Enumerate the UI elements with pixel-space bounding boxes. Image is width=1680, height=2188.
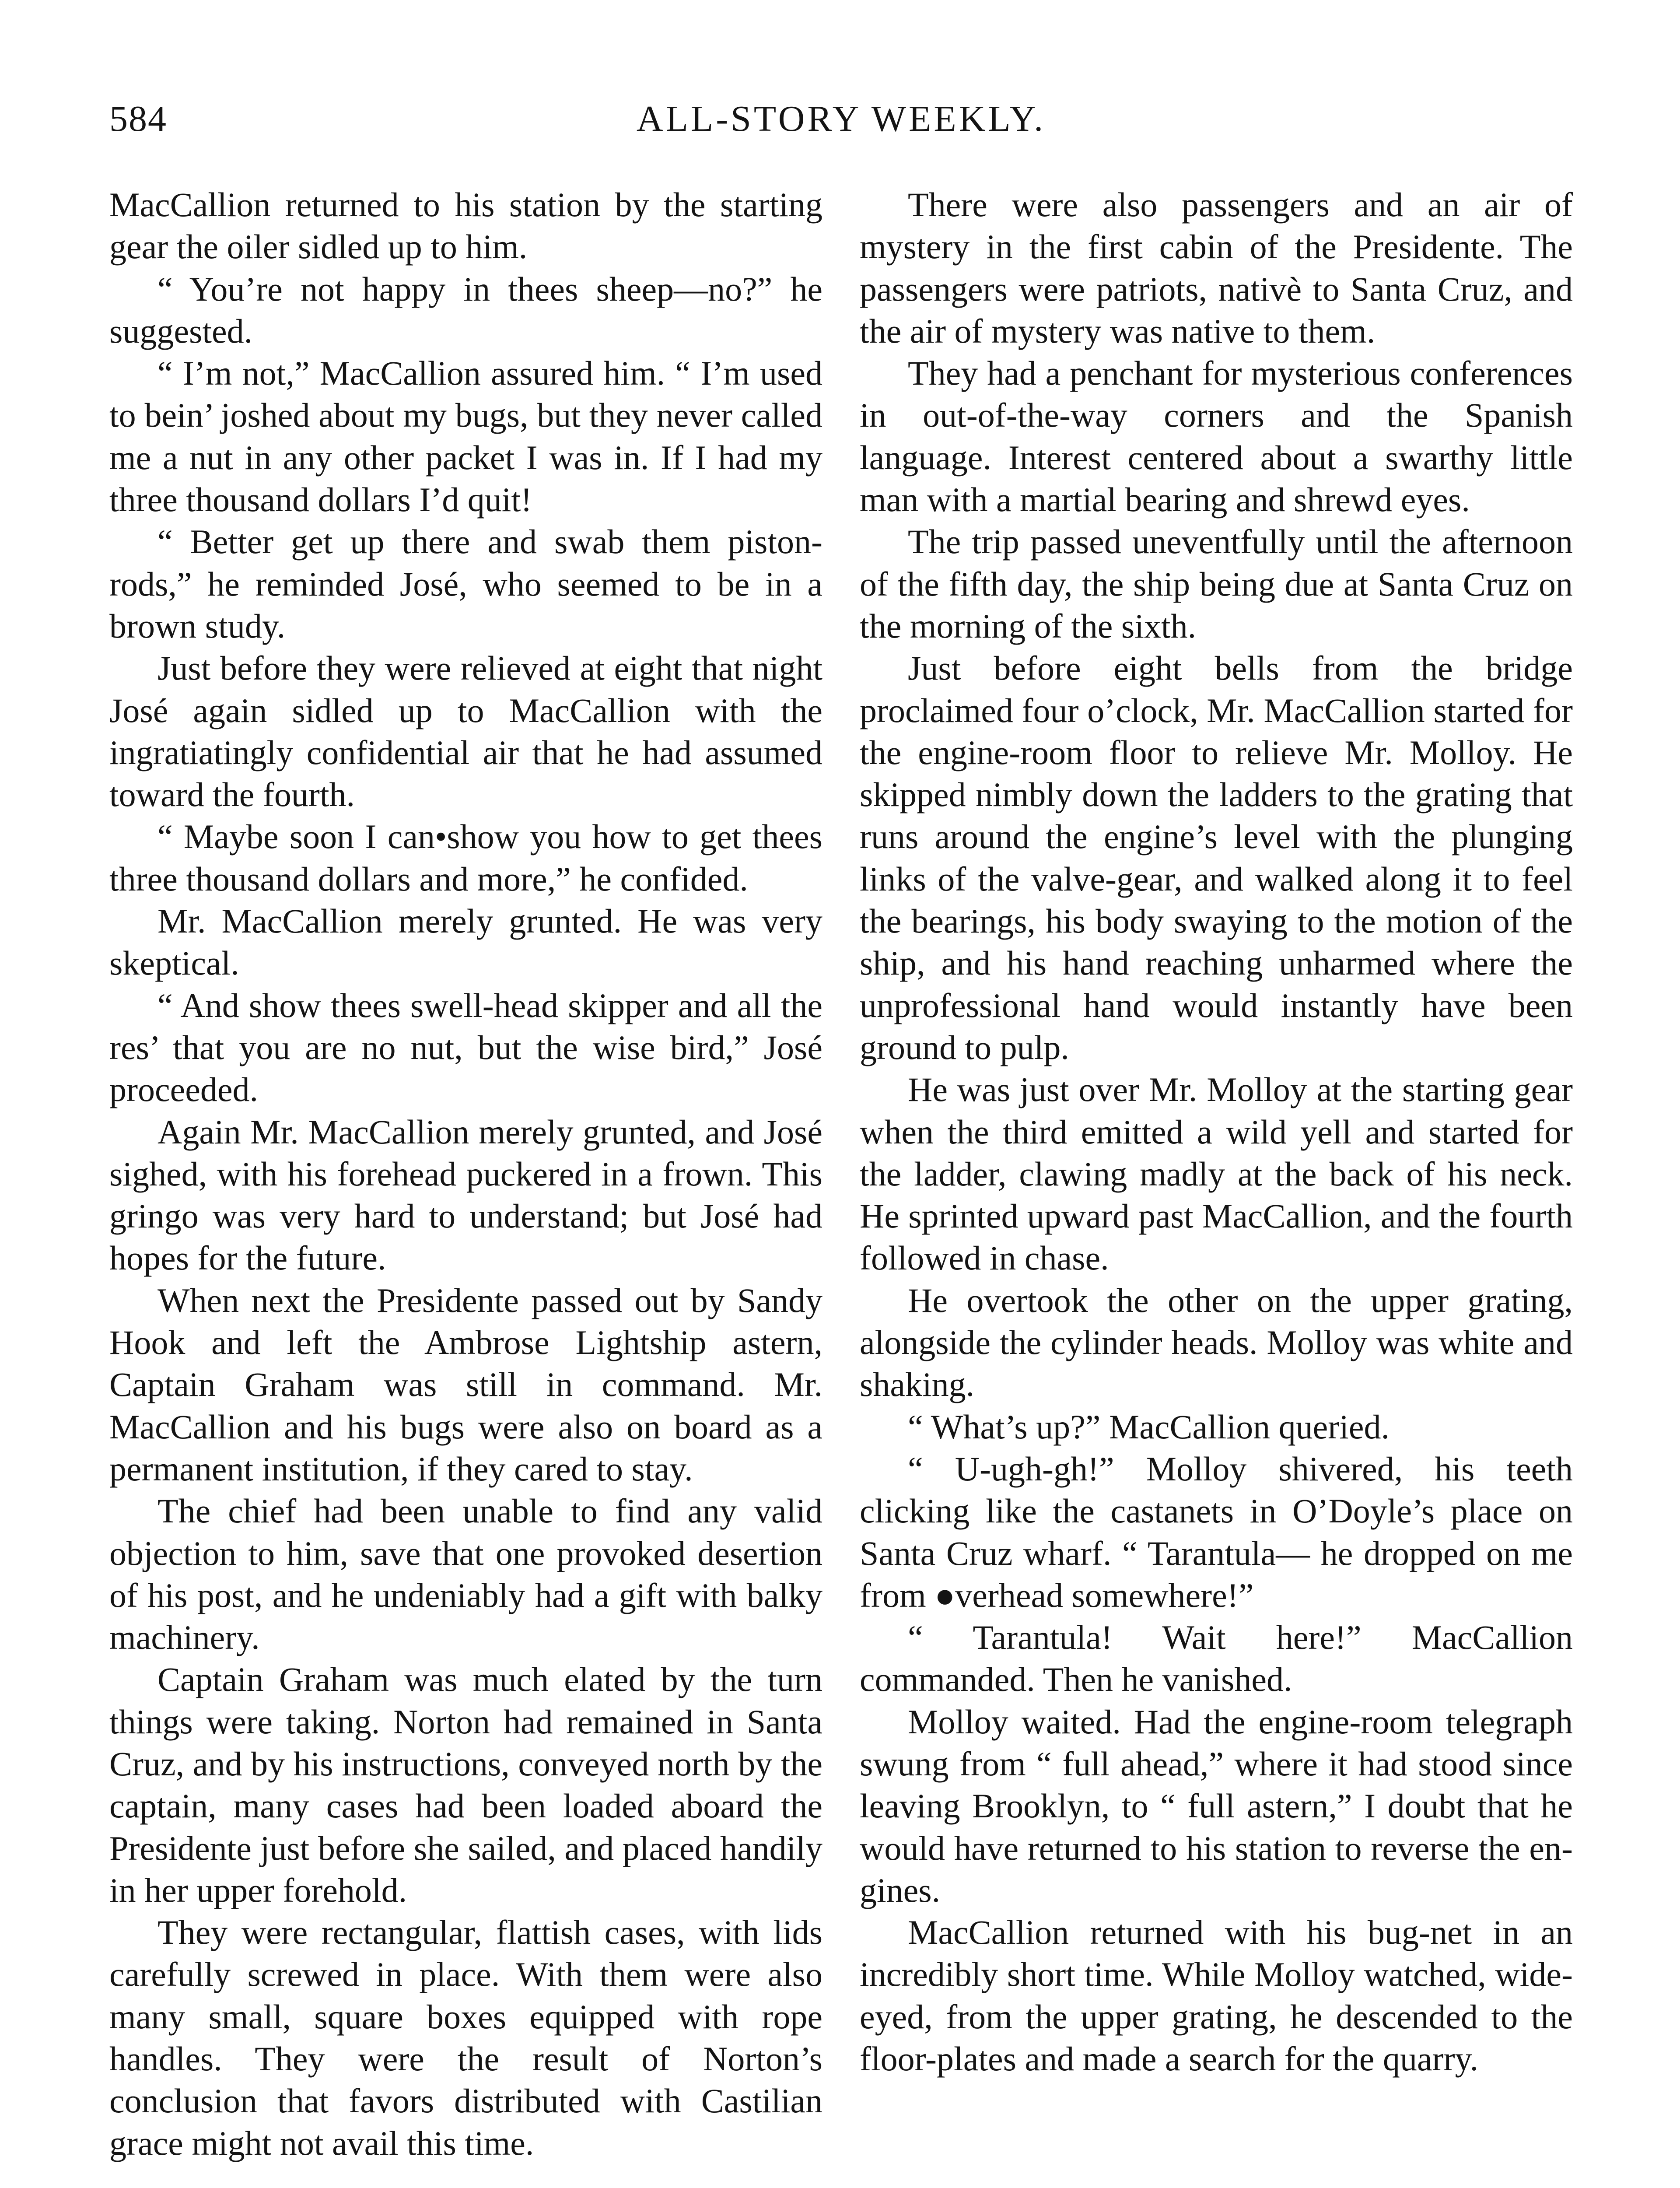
paragraph: Molloy waited. Had the engine-room telegraph swung from “ full ahead,” where it had stood since leaving Brooklyn, to “ full astern,” I doubt that he would have returned to his station to reverse the engines.	[860, 1702, 1573, 1909]
right-column	[860, 184, 1573, 2080]
paragraph: When next the Presidente passed out by Sandy Hook and left the Ambrose Lightship astern, Captain Graham was still in command. Mr. MacCallion and his bugs were also on board as a permanent institution, if they cared to stay.	[109, 1281, 822, 1488]
paragraph: The chief had been unable to find any valid objection to him, save that one provoked desertion of his post, and he undeniably had a gift with balky machinery.	[109, 1492, 822, 1657]
paragraph: “ Tarantula! Wait here!” MacCallion commanded. Then he vanished.	[860, 1618, 1573, 1699]
paragraph: Just before eight bells from the bridge proclaimed four o’clock, Mr. MacCallion started for the engine-room floor to relieve Mr. Molloy. He skipped nimbly down the ladders to the grating that runs around the engine’s level with the plunging links of the valve-gear, and walked along it to feel the bearings, his body swaying to the motion of the ship, and his hand reaching unharmed where the unprofessional hand would instantly have been ground to pulp.	[860, 649, 1573, 1066]
paragraph: MacCallion returned with his bug-net in an incredibly short time. While Molloy watched, wide-eyed, from the upper grating, he descended to the floor-plates and made a search for the quarry.	[860, 1913, 1573, 2078]
paragraph: “ Maybe soon I can•show you how to get thees three thousand dollars and more,” he confided.	[109, 817, 822, 898]
paragraph: There were also passengers and an air of mystery in the first cabin of the Presidente. The passengers were patriots, nativè to Santa Cruz, and the air of mystery was native to them.	[860, 186, 1573, 350]
paragraph: MacCallion returned to his station by the starting gear the oiler sidled up to him.	[109, 186, 822, 266]
paragraph: Again Mr. MacCallion merely grunted, and José sighed, with his forehead puckered in a frown. This gringo was very hard to understand; but José had hopes for the future.	[109, 1112, 822, 1277]
paragraph: “ I’m not,” MacCallion assured him. “ I’m used to bein’ joshed about my bugs, but they never called me a nut in any other packet I was in. If I had my three thousand dollars I’d quit!	[109, 354, 822, 519]
paragraph: The trip passed uneventfully until the afternoon of the fifth day, the ship being due at Santa Cruz on the morning of the sixth.	[860, 522, 1573, 645]
paragraph: Mr. MacCallion merely grunted. He was very skeptical.	[109, 902, 822, 982]
paragraph: “ And show thees swell-head skipper and all the res’ that you are no nut, but the wise bird,” José proceeded.	[109, 986, 822, 1109]
paragraph: He overtook the other on the upper grating, alongside the cylinder heads. Molloy was white and shaking.	[860, 1281, 1573, 1404]
page-header	[109, 98, 1573, 153]
paragraph: He was just over Mr. Molloy at the starting gear when the third emitted a wild yell and started for the ladder, clawing madly at the back of his neck. He sprinted upward past MacCallion, and the fourth followed in chase.	[860, 1070, 1573, 1277]
left-column	[109, 184, 822, 2164]
paragraph: Captain Graham was much elated by the turn things were taking. Norton had remained in Santa Cruz, and by his instructions, conveyed north by the captain, many cases had been loaded aboard the Presidente just before she sailed, and placed handily in her upper forehold.	[109, 1660, 822, 1909]
paragraph: They had a penchant for mysterious conferences in out-of-the-way corners and the Spanish language. Interest centered about a swarthy little man with a martial bearing and shrewd eyes.	[860, 354, 1573, 519]
paragraph: “ You’re not happy in thees sheep—no?” he suggested.	[109, 270, 822, 350]
paragraph: “ What’s up?” MacCallion queried.	[908, 1407, 1390, 1446]
page-number: 584	[109, 98, 167, 139]
running-title: ALL-STORY WEEKLY.	[636, 98, 1046, 139]
paragraph: They were rectangular, flattish cases, with lids carefully screwed in place. With them were also many small, square boxes equipped with rope handles. They were the result of Norton’s conclusion that favors distributed with Castilian grace might not avail this time.	[109, 1913, 822, 2162]
paragraph: Just before they were relieved at eight that night José again sidled up to MacCallion with the ingratiatingly confidential air that he had assumed toward the fourth.	[109, 649, 822, 814]
paragraph: “ U-ugh-gh!” Molloy shivered, his teeth clicking like the castanets in O’Doyle’s place on Santa Cruz wharf. “ Tarantula— he dropped on me from ●verhead somewhere!”	[860, 1449, 1573, 1614]
paragraph: “ Better get up there and swab them piston-rods,” he reminded José, who seemed to be in a brown study.	[109, 522, 822, 645]
